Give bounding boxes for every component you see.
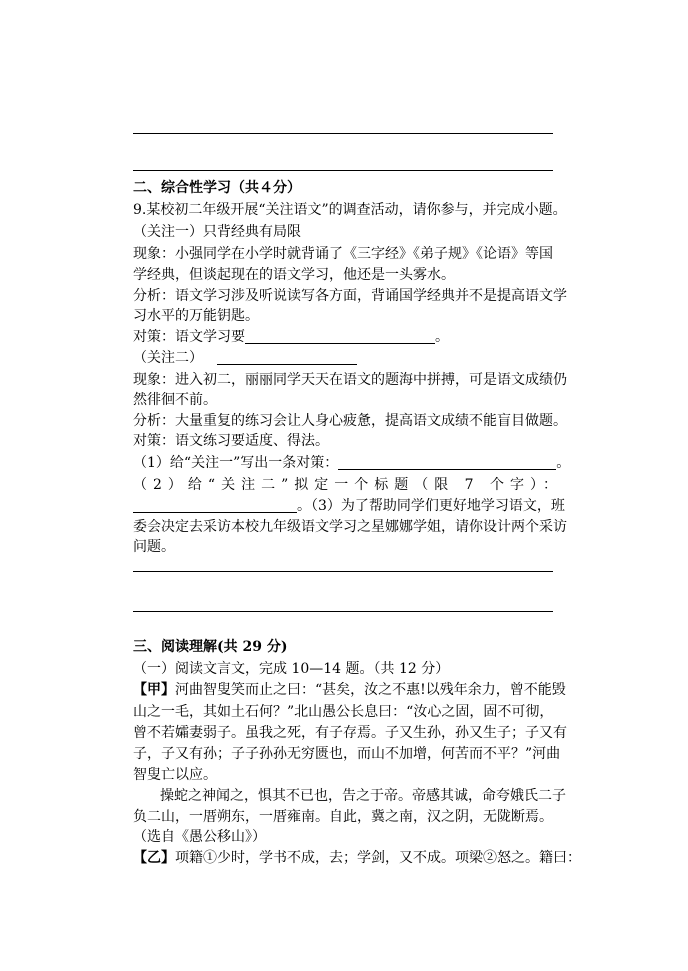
section-heading-3: 三、阅读理解(共 29 分) <box>133 639 288 655</box>
sub-question-1-blank[interactable] <box>338 455 556 470</box>
focus-2-phenomenon: 现象：进入初二，丽丽同学天天在语文的题海中拼搏，可是语文成绩仍 <box>133 372 567 388</box>
answer-line <box>133 571 553 572</box>
sub-question-1-text: （1）给“关注一”写出一条对策： <box>133 455 339 471</box>
strategy-suffix: 。 <box>435 329 449 345</box>
focus-1-title: （关注一）只背经典有局限 <box>133 224 301 240</box>
section-heading-2: 二、综合性学习（共４分） <box>133 180 301 196</box>
sub-question-2-blank[interactable] <box>133 498 297 513</box>
passage-yi-label: 【乙】 <box>133 850 175 866</box>
question-9-intro: 9.某校初二年级开展“关注语文”的调查活动，请你参与，并完成小题。 <box>133 202 567 218</box>
passage-jia-text: 负二山，一厝朔东，一厝雍南。自此，冀之南，汉之阴，无陇断焉。 <box>133 809 553 825</box>
passage-jia-text: 山之一毛，其如土石何？”北山愚公长息曰：“汝心之固，固不可彻， <box>133 704 554 720</box>
focus-1-phenomenon: 现象：小强同学在小学时就背诵了《三字经》《弟子规》《论语》等国 <box>133 246 553 262</box>
focus-2-title <box>133 348 573 368</box>
passage-jia <box>133 680 573 700</box>
passage-yi <box>133 848 581 868</box>
sub-question-2-end: 。 <box>297 498 311 514</box>
passage-jia-text: 河曲智叟笑而止之曰：“甚矣，汝之不惠!以残年余力，曾不能毁 <box>175 682 566 698</box>
passage-jia-label: 【甲】 <box>133 682 175 698</box>
focus-1-analysis: 分析：语文学习涉及听说读写各方面，背诵国学经典并不是提高语文学 <box>133 288 567 304</box>
passage-jia-source: （选自《愚公移山》） <box>133 829 266 845</box>
focus-1-analysis: 习水平的万能钥匙。 <box>133 308 259 324</box>
focus-2-phenomenon: 然徘徊不前。 <box>133 392 217 408</box>
answer-line <box>133 133 553 134</box>
passage-jia-text: 智叟亡以应。 <box>133 767 217 783</box>
focus-2-analysis: 分析：大量重复的练习会让人身心疲惫，提高语文成绩不能盲目做题。 <box>133 413 567 429</box>
sub-question-2-answer <box>133 496 573 516</box>
sub-question-3: （3）为了帮助同学们更好地学习语文，班 <box>311 498 565 514</box>
sub-question-3: 委会决定去采访本校九年级语文学习之星娜娜学姐，请你设计两个采访 <box>133 519 567 535</box>
answer-line <box>133 611 553 612</box>
sub-question-1-suffix: 。 <box>556 455 571 471</box>
passage-jia-text: 操蛇之神闻之，惧其不已也，告之于帝。帝感其诚，命夸娥氏二子 <box>160 788 566 804</box>
sub-question-3: 问题。 <box>133 539 175 555</box>
reading-part-1-instruction: （一）阅读文言文，完成 10—14 题。（共 12 分） <box>133 661 450 677</box>
sub-question-1 <box>133 453 573 473</box>
strategy-prefix: 对策：语文学习要 <box>133 329 245 345</box>
focus-1-phenomenon: 学经典，但谈起现在的语文学习，他还是一头雾水。 <box>133 267 455 283</box>
focus-2-strategy: 对策：语文练习要适度、得法。 <box>133 433 329 449</box>
focus-1-strategy <box>133 327 573 347</box>
passage-yi-text: 项籍①少时，学书不成，去；学剑，又不成。项梁②怒之。籍曰： <box>175 850 581 866</box>
sub-question-2: （2）给“关注二”拟定一个标题（限 7 个字）： <box>133 477 564 493</box>
focus-2-title-blank[interactable] <box>217 350 357 365</box>
focus-2-label: （关注二） <box>133 350 203 366</box>
passage-jia-text: 子，子又有孙；子子孙孙无穷匮也，而山不加增，何苦而不平？”河曲 <box>133 746 561 762</box>
strategy-blank[interactable] <box>245 329 435 344</box>
answer-line <box>133 170 553 171</box>
passage-jia-text: 曾不若孀妻弱子。虽我之死，有子存焉。子又生孙，孙又生子；子又有 <box>133 725 567 741</box>
